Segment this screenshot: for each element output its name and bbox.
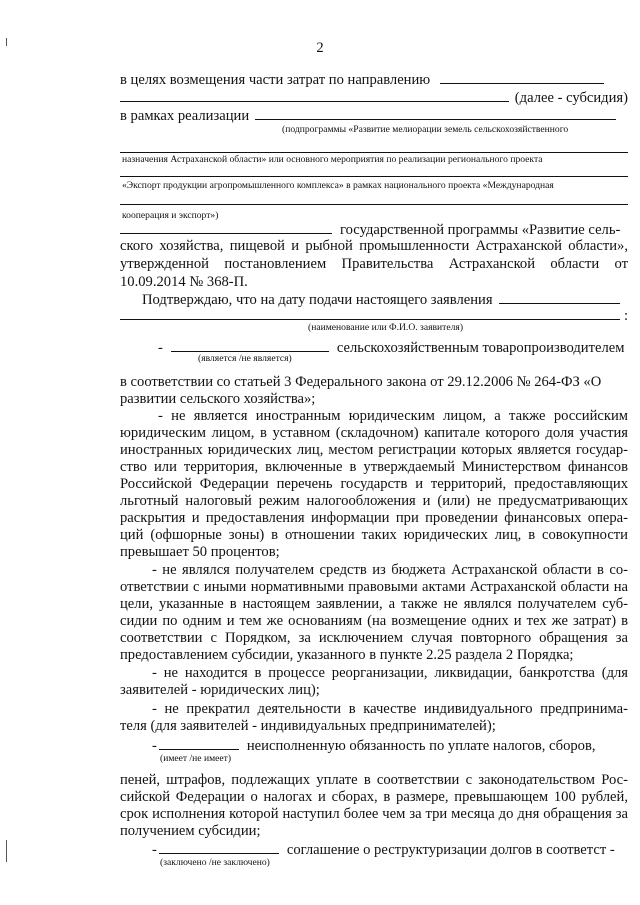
restructuring-text: соглашение о реструктуризации долгов в соответст - [286, 842, 615, 858]
caption-has-not: (имеет /не имеет) [160, 753, 232, 764]
direction-blank[interactable] [440, 70, 604, 84]
foreign-entity-line-2: юридическим лицом, в уставном (складочном) капитале которого доля участия [120, 425, 628, 441]
has-obligation-blank[interactable] [159, 736, 239, 750]
scan-edge-mark-bottom [6, 840, 7, 862]
budget-line-5: соответствии с Порядком, за исключением случая повторного обращения за [120, 630, 628, 646]
tax-text: неисполненную обязанность по уплате налогов, сборов, [246, 738, 596, 754]
applicant-name-blank[interactable] [499, 290, 620, 304]
caption-program-2: назначения Астраханской области» или основного мероприятия по реализации регионального проекта [122, 154, 543, 165]
reorganization-line-1: - не находится в процессе реорганизации, ликвидации, банкротства (для [152, 665, 628, 681]
caption-program-3: «Экспорт продукции агропромышленного комплекса» в рамках национального проекта «Международная [122, 180, 554, 191]
agreement-concluded-blank[interactable] [159, 840, 279, 854]
page-number: 2 [316, 40, 324, 56]
budget-line-1: - не являлся получателем средств из бюджета Астраханской области в со- [152, 562, 628, 578]
implementation-line [120, 106, 628, 125]
applicant-name-continuation-blank[interactable] [120, 306, 620, 320]
state-program-line-3: утвержденной постановлением Правительства Астраханской области от [120, 256, 628, 272]
implementation-blank[interactable] [255, 106, 616, 120]
caption-program-4: кооперация и экспорт») [122, 210, 219, 221]
tax-line-2: пеней, штрафов, подлежащих уплате в соответствии с законодательством Рос- [120, 772, 628, 788]
program-rule-3 [120, 204, 628, 205]
state-program-line-4: 10.09.2014 № 368-П. [120, 274, 248, 290]
program-rule-2 [120, 176, 628, 177]
implementation-label: в рамках реализации [120, 108, 250, 124]
caption-program-1: (подпрограммы «Развитие мелиорации земель сельскохозяйственного [282, 124, 569, 135]
restructuring-dash: - [152, 842, 157, 858]
budget-line-4: сидии по одним и тем же основаниям (на возмещение одних и тех же затрат) в [120, 613, 628, 629]
caption-is-not: (является /не является) [198, 353, 292, 364]
state-program-text: государственной программы «Развитие сель- [340, 222, 621, 238]
is-producer-blank[interactable] [171, 338, 329, 352]
direction-line [120, 70, 628, 89]
statement-1-text: сельскохозяйственным товаропроизводителем [336, 340, 625, 356]
statement-1-line-3: развитии сельского хозяйства»; [120, 391, 316, 407]
state-program-line [120, 220, 628, 239]
foreign-entity-line-3: иностранных юридических лиц, местом регистрации которых является государ- [120, 442, 628, 458]
budget-line-2: ответствии с иными нормативными правовыми актами Астраханской области на [120, 579, 628, 595]
tax-line-4: срок исполнения которой наступил более чем за три месяца до дня обращения за [120, 806, 628, 822]
applicant-colon: : [623, 308, 628, 324]
tax-line-5: получением субсидии; [120, 823, 261, 839]
budget-line-3: цели, указанные в настоящем заявлении, а также не являлся получателем суб- [120, 596, 628, 612]
state-program-line-2: ского хозяйства, пищевой и рыбной промышленности Астраханской области», [120, 238, 628, 254]
foreign-entity-line-4: ство или территория, включенные в утверждаемый Министерством финансов [120, 459, 628, 475]
foreign-entity-line-8: ций (офшорные зоны) в отношении таких юридических лиц, в совокупности [120, 527, 628, 543]
tax-dash: - [152, 738, 157, 754]
reorganization-line-2: заявителей - юридических лиц); [120, 682, 320, 698]
foreign-entity-line-7: раскрытия и предоставления информации при проведении финансовых опера- [120, 510, 628, 526]
direction-continuation-blank[interactable] [120, 88, 509, 102]
budget-line-6: предоставлением субсидии, указанного в пункте 2.25 раздела 2 Порядка; [120, 647, 574, 663]
foreign-entity-line-5: Российской Федерации перечень государств и территорий, предоставляющих [120, 476, 628, 492]
program-rule-1 [120, 152, 628, 153]
confirm-text: Подтверждаю, что на дату подачи настоящего заявления [142, 292, 493, 308]
caption-concluded: (заключено /не заключено) [160, 857, 270, 868]
statement-1-dash: - [158, 340, 163, 356]
foreign-entity-line-6: льготный налоговый режим налогообложения и (или) не предусматривающих [120, 493, 628, 509]
entrepreneur-line-1: - не прекратил деятельности в качестве индивидуального предпринима- [152, 701, 628, 717]
entrepreneur-line-2: теля (для заявителей - индивидуальных предпринимателей); [120, 718, 496, 734]
foreign-entity-line-9: превышает 50 процентов; [120, 544, 280, 560]
foreign-entity-line-1: - не является иностранным юридическим лицом, а также российским [158, 408, 628, 424]
tax-line-3: сийской Федерации о налогах и сборах, в размере, превышающем 100 рублей, [120, 789, 628, 805]
state-program-blank[interactable] [120, 220, 332, 234]
subsidy-label: (далее - субсидия) [514, 90, 628, 106]
direction-text: в целях возмещения части затрат по направлению [120, 72, 431, 88]
statement-1-line-2: в соответствии со статьей 3 Федерального закона от 29.12.2006 № 264-ФЗ «О [120, 374, 602, 390]
subsidy-line [120, 88, 628, 107]
caption-applicant: (наименование или Ф.И.О. заявителя) [308, 322, 464, 333]
